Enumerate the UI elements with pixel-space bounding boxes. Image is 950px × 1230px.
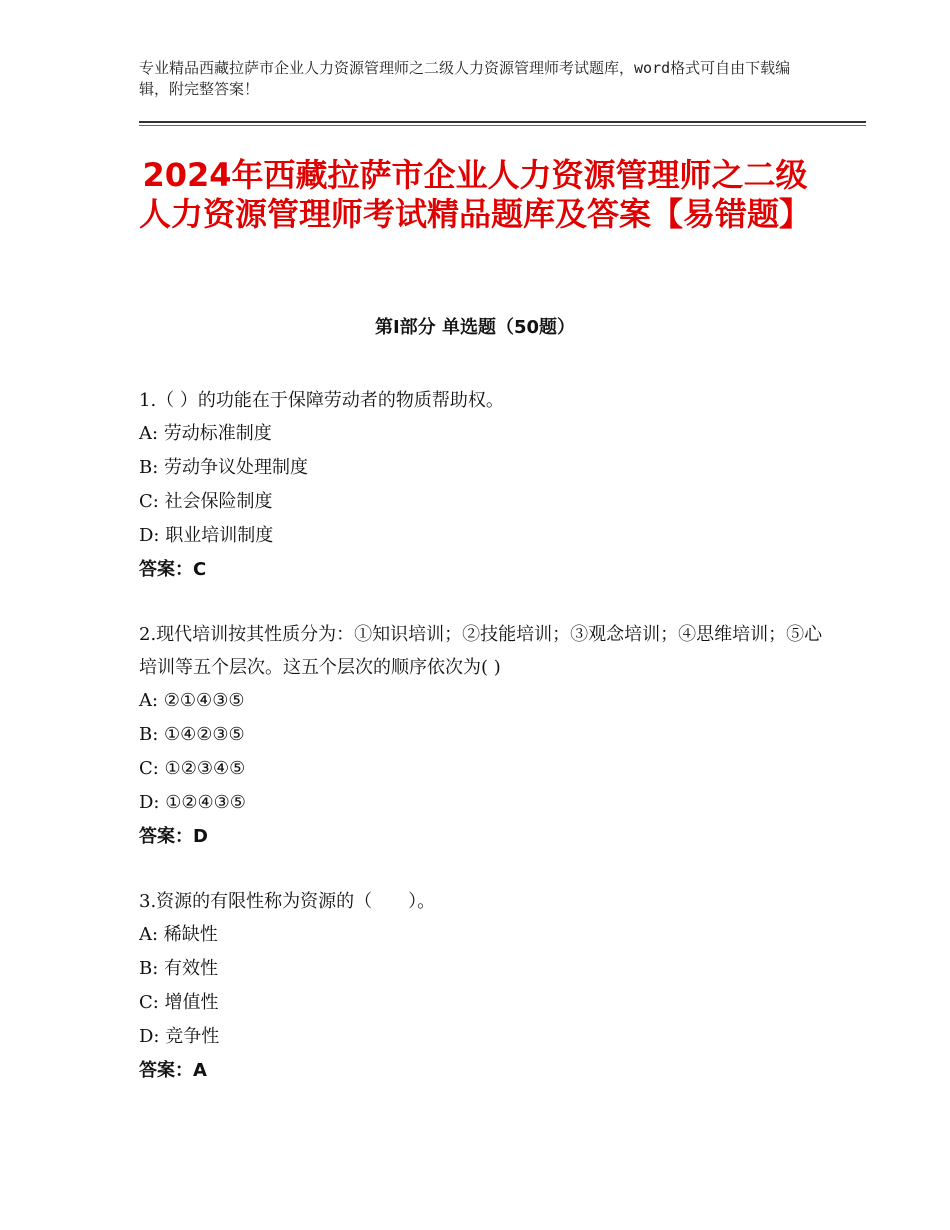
option-d: D: 竞争性 [139,1026,220,1047]
header-note: 专业精品西藏拉萨市企业人力资源管理师之二级人力资源管理师考试题库，word格式可自由下载编辑，附完整答案！ [139,59,791,98]
answer-line: 答案：A [139,1060,207,1081]
question-1 [139,384,839,587]
answer-line: 答案：D [139,826,208,847]
section-title: 第I部分 单选题（50题） [374,317,575,338]
question-stem: 1.（ ）的功能在于保障劳动者的物质帮助权。 [139,390,504,411]
answer-line: 答案：C [139,559,207,580]
document-title: 2024年西藏拉萨市企业人力资源管理师之二级人力资源管理师考试精品题库及答案【易错题】 [139,156,812,233]
question-2 [139,618,839,854]
option-d: D: 职业培训制度 [139,525,274,546]
option-c: C: 增值性 [139,992,219,1013]
option-d: D: ①②④③⑤ [139,792,246,813]
question-stem: 3.资源的有限性称为资源的（ ）。 [139,891,436,912]
option-c: C: ①②③④⑤ [139,758,246,779]
question-3 [139,885,839,1088]
option-a: A: 劳动标准制度 [139,423,272,444]
question-list [139,384,839,1119]
option-b: B: ①④②③⑤ [139,724,245,745]
question-stem: 2.现代培训按其性质分为：①知识培训；②技能培训；③观念培训；④思维培训；⑤心培训等五个层次。这五个层次的顺序依次为( ) [139,624,823,678]
option-a: A: 稀缺性 [139,924,218,945]
header-divider-thick [139,121,866,123]
option-b: B: 有效性 [139,958,219,979]
option-c: C: 社会保险制度 [139,491,273,512]
option-a: A: ②①④③⑤ [139,690,245,711]
header-divider-thin [139,125,866,126]
option-b: B: 劳动争议处理制度 [139,457,309,478]
